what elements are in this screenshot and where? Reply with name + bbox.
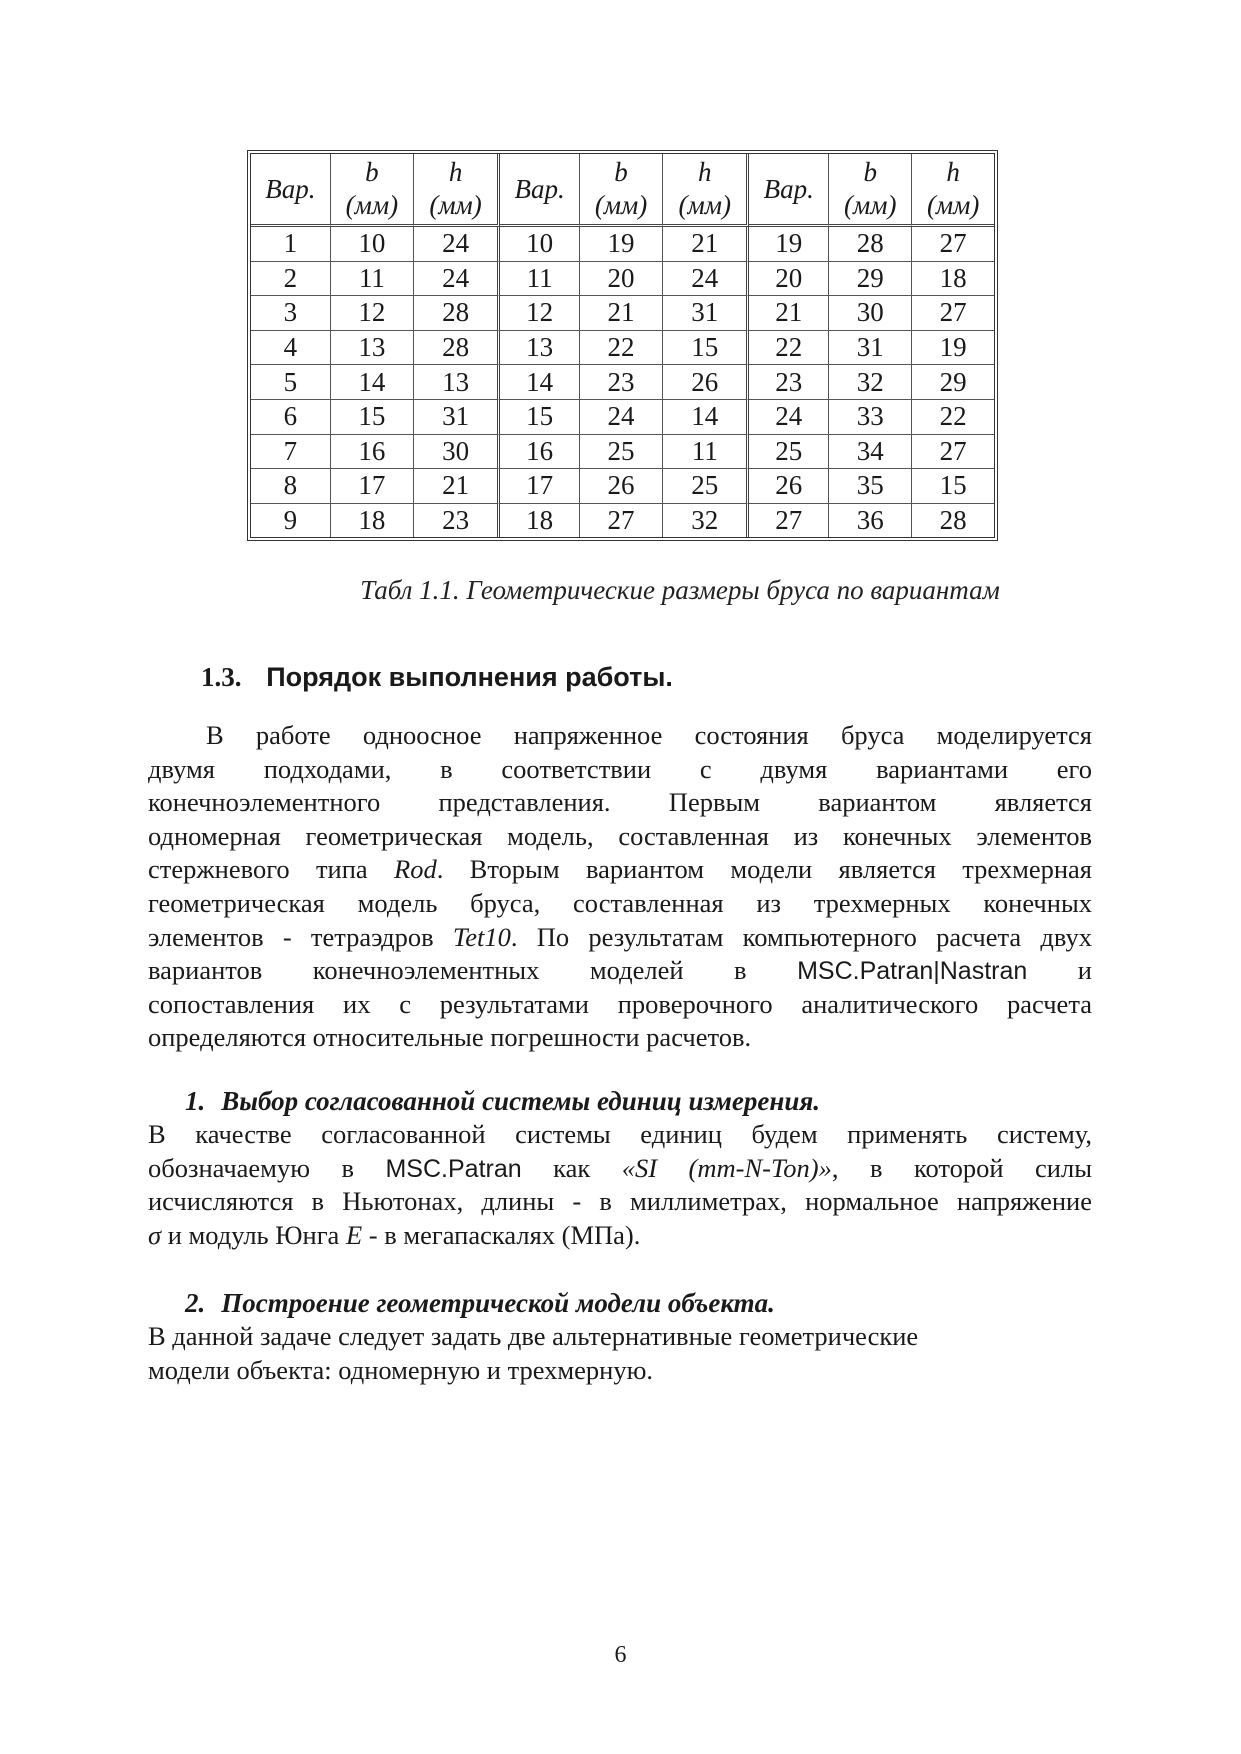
item1-line: σ и модуль Юнга E - в мегапаскалях (МПа). bbox=[148, 1219, 641, 1250]
table-cell: 32 bbox=[663, 504, 749, 538]
header-b-2: b (мм) bbox=[580, 154, 663, 227]
table-cell: 33 bbox=[829, 400, 912, 435]
table-cell: 18 bbox=[331, 504, 414, 538]
table-row bbox=[251, 365, 994, 400]
table-cell: 12 bbox=[500, 296, 580, 331]
table-cell: 11 bbox=[663, 435, 749, 470]
table-cell: 28 bbox=[939, 505, 967, 536]
table-cell: 25 bbox=[663, 469, 749, 504]
table-row bbox=[251, 227, 994, 262]
table-row bbox=[251, 504, 994, 538]
table-cell: 29 bbox=[829, 262, 912, 297]
header-var-2: Вар. bbox=[500, 154, 580, 227]
intro-line: определяются относительные погрешности расчетов. bbox=[148, 1022, 752, 1053]
intro-line: двумя подходами, в соответствии с двумя вариантами его bbox=[148, 753, 1092, 784]
header-h-3: h (мм) bbox=[912, 154, 994, 227]
intro-line: конечноэлементного представления. Первым вариантом является bbox=[148, 787, 1092, 818]
table-cell: 14 bbox=[500, 365, 580, 400]
intro-line: В работе одноосное напряженное состояния бруса моделируется bbox=[206, 720, 1092, 750]
table-cell: 3 bbox=[251, 296, 331, 331]
table-cell: 24 bbox=[663, 262, 749, 297]
intro-line: одномерная геометрическая модель, составленная из конечных элементов bbox=[148, 820, 1092, 851]
header-b-1: b (мм) bbox=[331, 154, 414, 227]
header-var-1: Вар. bbox=[251, 154, 331, 227]
page-number: 6 bbox=[614, 1642, 627, 1668]
table-cell: 14 bbox=[331, 365, 414, 400]
table-cell: 24 bbox=[414, 227, 500, 262]
item2-heading bbox=[185, 1288, 775, 1319]
header-b-3: b (мм) bbox=[829, 154, 912, 227]
intro-line: геометрическая модель бруса, составленная из трехмерных конечных bbox=[148, 887, 1092, 918]
table-cell: 6 bbox=[251, 400, 331, 435]
table-row bbox=[251, 400, 994, 435]
table-cell: 27 bbox=[912, 227, 994, 262]
section-heading bbox=[201, 662, 673, 693]
intro-line: стержневого типа Rod. Вторым вариантом модели является трехмерная bbox=[148, 854, 1092, 885]
table-cell: 21 bbox=[414, 469, 500, 504]
header-h-2: h (мм) bbox=[663, 154, 749, 227]
table-cell: 2 bbox=[251, 262, 331, 297]
table-cell: 25 bbox=[580, 435, 663, 470]
item2-line: модели объекта: одномерную и трехмерную. bbox=[148, 1354, 654, 1385]
table-cell: 23 bbox=[749, 365, 829, 400]
table-cell: 24 bbox=[580, 400, 663, 435]
table-cell: 12 bbox=[331, 296, 414, 331]
table-cell: 18 bbox=[500, 504, 580, 538]
table-cell: 36 bbox=[829, 504, 912, 538]
item1-title: Выбор согласованной системы единиц измерения. bbox=[221, 1086, 820, 1116]
table-cell: 18 bbox=[912, 262, 994, 297]
table-cell: 27 bbox=[912, 435, 994, 470]
table-cell: 34 bbox=[829, 435, 912, 470]
table-cell: 16 bbox=[500, 435, 580, 470]
table-header-row bbox=[251, 154, 994, 227]
table-cell: 23 bbox=[580, 365, 663, 400]
table-cell: 22 bbox=[580, 331, 663, 366]
table-cell: 10 bbox=[331, 227, 414, 262]
table-cell: 7 bbox=[251, 435, 331, 470]
intro-line: сопоставления их с результатами проверочного аналитического расчета bbox=[148, 988, 1092, 1019]
table-cell: 21 bbox=[663, 227, 749, 262]
table-cell: 15 bbox=[663, 331, 749, 366]
table-cell: 26 bbox=[749, 469, 829, 504]
table-row bbox=[251, 296, 994, 331]
item1-line: В качестве согласованной системы единиц будем применять систему, bbox=[148, 1119, 1092, 1149]
variants-table-container bbox=[250, 153, 995, 538]
table-cell: 8 bbox=[251, 469, 331, 504]
table-cell: 26 bbox=[663, 365, 749, 400]
table-cell: 1 bbox=[251, 227, 331, 262]
section-title: Порядок выполнения работы. bbox=[266, 662, 673, 692]
table-cell: 26 bbox=[580, 469, 663, 504]
table-cell: 24 bbox=[414, 262, 500, 297]
table-row bbox=[251, 331, 994, 366]
table-cell: 19 bbox=[912, 331, 994, 366]
table-cell: 22 bbox=[912, 400, 994, 435]
table-cell: 28 bbox=[414, 296, 500, 331]
table-cell: 17 bbox=[500, 469, 580, 504]
section-number: 1.3. bbox=[201, 662, 242, 692]
table-cell: 10 bbox=[500, 227, 580, 262]
table-cell: 25 bbox=[749, 435, 829, 470]
table-cell: 9 bbox=[251, 504, 331, 538]
table-cell: 31 bbox=[414, 400, 500, 435]
table-cell: 15 bbox=[912, 469, 994, 504]
table-cell: 13 bbox=[331, 331, 414, 366]
item1-heading bbox=[185, 1086, 820, 1117]
table-cell: 21 bbox=[749, 296, 829, 331]
header-h-1: h (мм) bbox=[414, 154, 500, 227]
table-cell: 20 bbox=[749, 262, 829, 297]
table-cell: 27 bbox=[580, 504, 663, 538]
table-cell: 21 bbox=[580, 296, 663, 331]
table-cell: 27 bbox=[912, 296, 994, 331]
intro-paragraph bbox=[148, 719, 1092, 1055]
table-cell: 19 bbox=[749, 227, 829, 262]
variants-table bbox=[250, 153, 995, 538]
intro-line: вариантов конечноэлементных моделей в MSC.Patran|Nastran и bbox=[148, 955, 1092, 986]
table-cell: 24 bbox=[749, 400, 829, 435]
table-cell: 15 bbox=[500, 400, 580, 435]
table-body bbox=[251, 227, 994, 537]
table-cell: 11 bbox=[331, 262, 414, 297]
item2-title: Построение геометрической модели объекта. bbox=[221, 1288, 775, 1318]
table-cell: 19 bbox=[580, 227, 663, 262]
table-cell: 13 bbox=[500, 331, 580, 366]
item1-line: обозначаемую в MSC.Patran как «SI (mm-N-Ton)», в которой силы bbox=[148, 1152, 1093, 1183]
table-cell: 30 bbox=[829, 296, 912, 331]
table-cell: 4 bbox=[251, 331, 331, 366]
table-row bbox=[251, 435, 994, 470]
item2-line: В данной задаче следует задать две альтернативные геометрические bbox=[148, 1321, 919, 1351]
item2-number: 2. bbox=[185, 1288, 206, 1318]
item1-number: 1. bbox=[185, 1086, 206, 1116]
table-cell: 20 bbox=[580, 262, 663, 297]
table-cell: 30 bbox=[414, 435, 500, 470]
table-cell: 35 bbox=[829, 469, 912, 504]
intro-line: элементов - тетраэдров Tet10. По результатам компьютерного расчета двух bbox=[148, 921, 1092, 952]
table-row bbox=[251, 262, 994, 297]
table-cell: 11 bbox=[500, 262, 580, 297]
table-cell: 22 bbox=[749, 331, 829, 366]
item1-line: исчисляются в Ньютонах, длины - в миллиметрах, нормальное напряжение bbox=[148, 1186, 1092, 1217]
header-var-3: Вар. bbox=[749, 154, 829, 227]
table-cell: 31 bbox=[663, 296, 749, 331]
table-cell: 29 bbox=[912, 365, 994, 400]
table-cell: 28 bbox=[414, 331, 500, 366]
table-cell: 5 bbox=[251, 365, 331, 400]
table-cell: 17 bbox=[331, 469, 414, 504]
table-cell: 15 bbox=[331, 400, 414, 435]
table-caption: Табл 1.1. Геометрические размеры бруса по вариантам bbox=[360, 575, 1000, 605]
table-cell: 32 bbox=[829, 365, 912, 400]
table-cell: 16 bbox=[331, 435, 414, 470]
table-cell: 23 bbox=[414, 504, 500, 538]
table-cell: 13 bbox=[414, 365, 500, 400]
table-cell: 27 bbox=[749, 504, 829, 538]
table-cell: 14 bbox=[663, 400, 749, 435]
item2-paragraph bbox=[148, 1320, 1092, 1387]
item1-paragraph bbox=[148, 1118, 1092, 1252]
table-cell: 28 bbox=[829, 227, 912, 262]
table-cell: 31 bbox=[829, 331, 912, 366]
table-row bbox=[251, 469, 994, 504]
